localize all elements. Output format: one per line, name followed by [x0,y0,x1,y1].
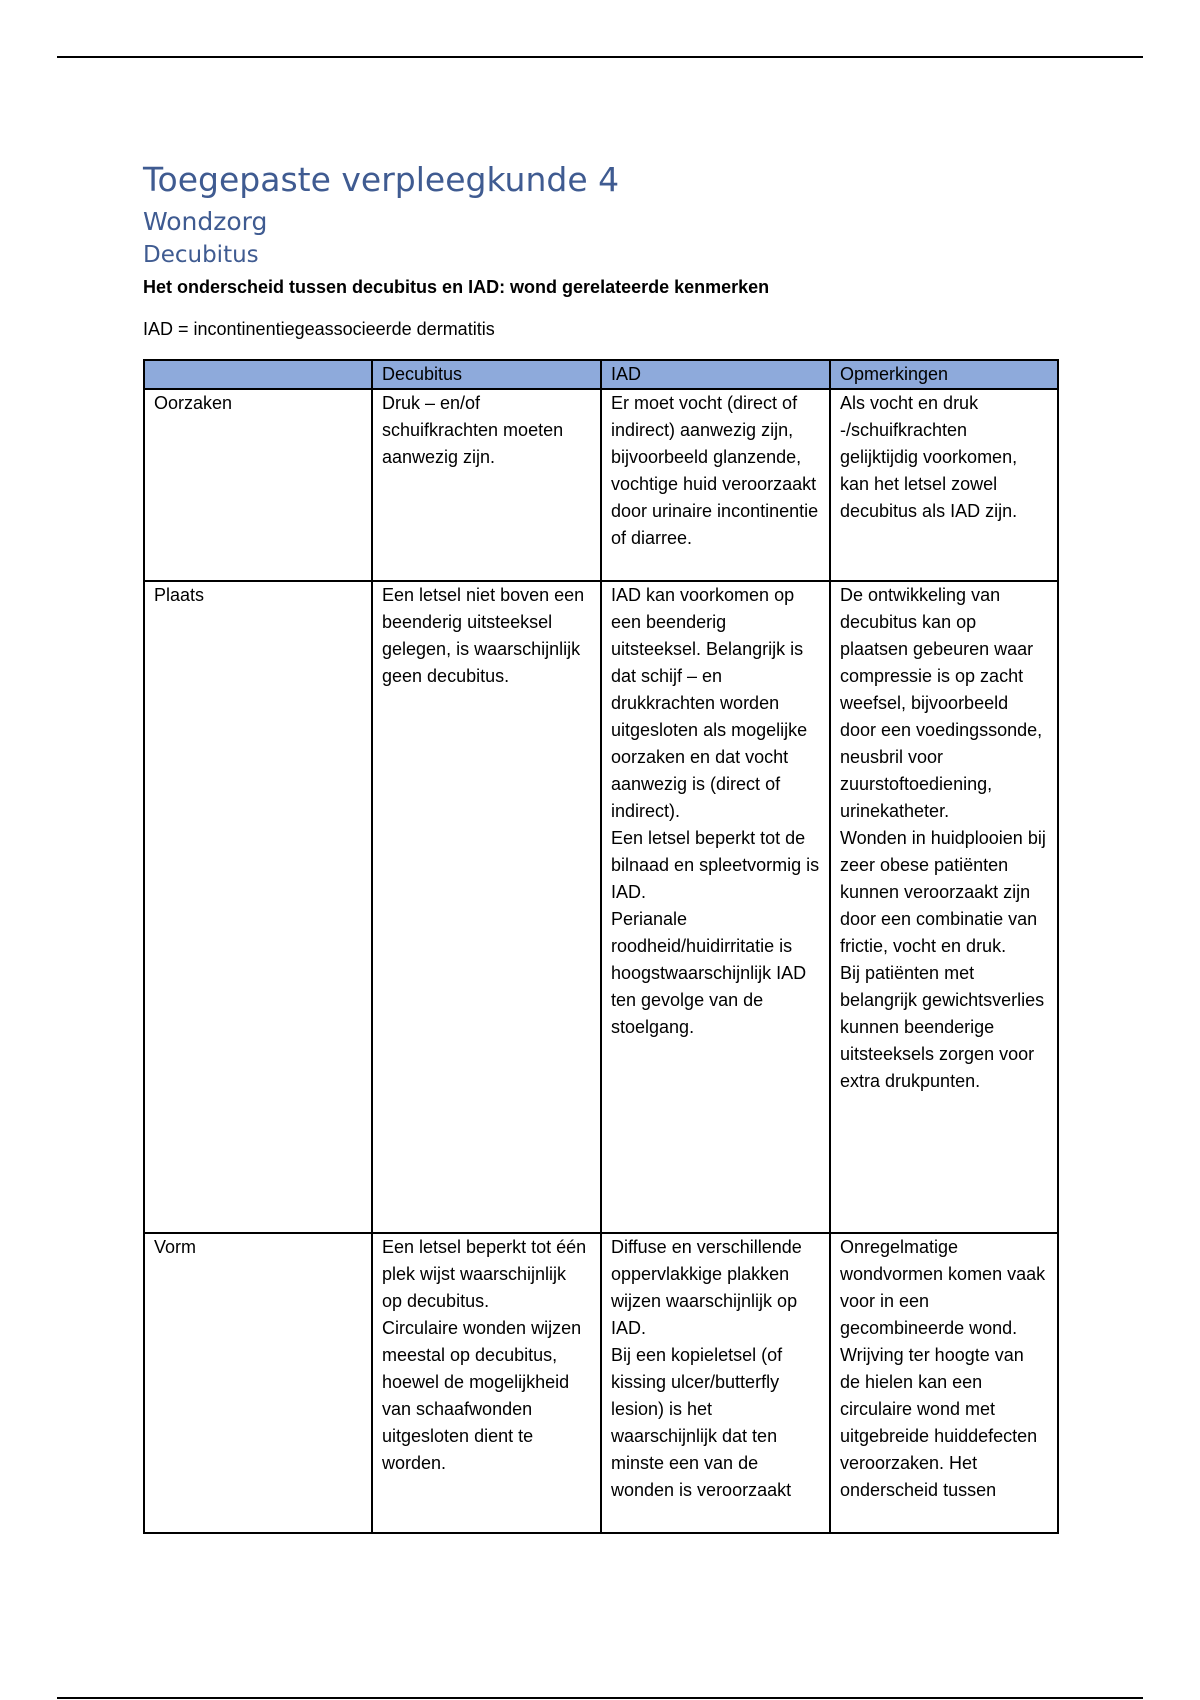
comparison-heading: Het onderscheid tussen decubitus en IAD: wond gerelateerde kenmerken [143,277,770,297]
row-label-vorm [144,1233,372,1533]
page-top-rule [57,56,1143,58]
header-iad: IAD [601,360,830,389]
cell-text: De ontwikkeling van decubitus kan op plaatsen gebeuren waar compressie is op zacht weefsel, bijvoorbeeld door een voedingssonde, neusbril voor zuurstoftoediening, urinekatheter. Wonden in huidplooien bij zeer obese patiënten kunnen veroorzaakt zijn door een combinatie van frictie, vocht en druk. Bij patiënten met belangrijk gewichtsverlies kunnen beenderige uitsteeksels zorgen voor extra drukpunten. [840,585,1046,1091]
comparison-table [143,359,1059,1534]
cell-text: Er moet vocht (direct of indirect) aanwezig zijn, bijvoorbeeld glanzende, vochtige huid veroorzaakt door urinaire incontinentie of diarree. [611,393,819,548]
cell-decubitus [372,389,601,581]
header-decubitus: Decubitus [372,360,601,389]
cell-text: Als vocht en druk -/schuifkrachten gelijktijdig voorkomen, kan het letsel zowel decubitus als IAD zijn. [840,393,1018,521]
cell-text: Druk – en/of schuifkrachten moeten aanwezig zijn. [382,393,564,467]
document-body [143,160,1063,1534]
cell-text: IAD kan voorkomen op een beenderig uitsteeksel. Belangrijk is dat schijf – en drukkrachten worden uitgesloten als mogelijke oorzaken en dat vocht aanwezig is (direct of indirect). Een letsel beperkt tot de bilnaad en spleetvormig is IAD. Perianale roodheid/huidirritatie is hoogstwaarschijnlijk IAD ten gevolge van de stoelgang. [611,585,820,1037]
cell-iad [601,389,830,581]
section-title-decubitus: Decubitus [143,242,259,268]
section-title-wondzorg: Wondzorg [143,207,268,236]
cell-text: Onregelmatige wondvormen komen vaak voor in een gecombineerde wond. Wrijving ter hoogte van de hielen kan een circulaire wond met uitgebreide huiddefecten veroorzaken. Het onderscheid tussen [840,1237,1046,1500]
abbreviation-note: IAD = incontinentiegeassocieerde dermatitis [143,319,495,339]
row-label-plaats [144,581,372,1233]
table-row [144,389,1058,581]
header-empty-cell [144,360,372,389]
cell-text: Plaats [154,585,205,605]
cell-opmerkingen [830,389,1058,581]
cell-opmerkingen [830,1233,1058,1533]
row-label-oorzaken [144,389,372,581]
cell-text: Diffuse en verschillende oppervlakkige plakken wijzen waarschijnlijk op IAD. Bij een kopieletsel (of kissing ulcer/butterfly lesion) is het waarschijnlijk dat ten minste een van de wonden is veroorzaakt [611,1237,802,1500]
cell-decubitus [372,1233,601,1533]
cell-iad [601,581,830,1233]
cell-text: Een letsel beperkt tot één plek wijst waarschijnlijk op decubitus. Circulaire wonden wijzen meestal op decubitus, hoewel de mogelijkheid van schaafwonden uitgesloten dient te worden. [382,1237,587,1473]
cell-iad [601,1233,830,1533]
table-header-row [144,360,1058,389]
cell-decubitus [372,581,601,1233]
cell-text: Oorzaken [154,393,233,413]
cell-text: Een letsel niet boven een beenderig uitsteeksel gelegen, is waarschijnlijk geen decubitus. [382,585,585,686]
header-opmerkingen: Opmerkingen [830,360,1058,389]
cell-opmerkingen [830,581,1058,1233]
table-row [144,1233,1058,1533]
page-bottom-rule [57,1697,1143,1699]
table-row [144,581,1058,1233]
document-title: Toegepaste verpleegkunde 4 [143,160,620,199]
cell-text: Vorm [154,1237,197,1257]
